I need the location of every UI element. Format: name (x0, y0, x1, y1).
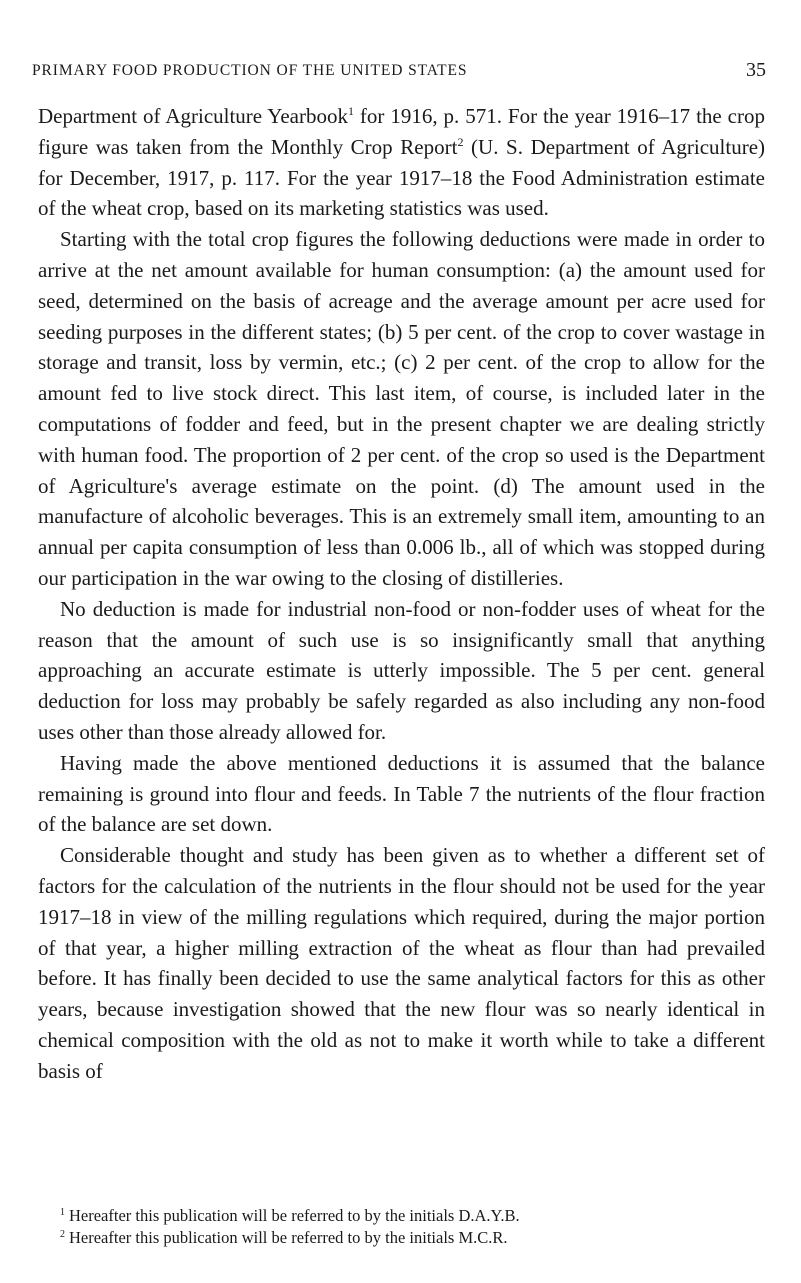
paragraph-1-text-c: (U. S. Department of Agriculture) for December, 1917, p. 117. For the year 1917–18 the Food Administration estimate of the wheat crop, based on its marketing statistics was used. (38, 134, 766, 221)
footnote-mark: 1 (60, 1207, 65, 1218)
page-number: 35 (746, 59, 766, 81)
footnote-ref-1: 1 (347, 104, 354, 118)
paragraph-1-text-b: for 1916, p. 571. For the year 1916–17 the crop figure was taken from the Monthly Crop Report (38, 104, 765, 159)
paragraph-5: Considerable thought and study has been given as to whether a different set of factors for the calculation of the nutrients in the flour should not be used for the year 1917–18 in view of the milling regulations which required, during the major portion of that year, a higher milling extraction of the wheat as flour than had prevailed before. It has finally been decided to use the same analytical factors for this as other years, because investigation showed that the new flour was so nearly identical in chemical composition with the old as not to make it worth while to take a different basis of (38, 843, 765, 1083)
running-title: PRIMARY FOOD PRODUCTION OF THE UNITED STATES (32, 62, 468, 79)
body-text (38, 101, 765, 1087)
footnote-mark: 2 (60, 1229, 65, 1240)
paragraph-3: No deduction is made for industrial non-food or non-fodder uses of wheat for the reason that the amount of such use is so insignificantly small that anything approaching an accurate estimate is utterly impossible. The 5 per cent. general deduction for loss may probably be safely regarded as also including any non-food uses other than those already allowed for. (38, 596, 765, 744)
footnote-1 (38, 1205, 765, 1227)
paragraph-4: Having made the above mentioned deductions it is assumed that the balance remaining is ground into flour and feeds. In Table 7 the nutrients of the flour fraction of the balance are set down. (38, 750, 765, 837)
paragraph-1 (38, 101, 765, 224)
paragraph-2: Starting with the total crop figures the following deductions were made in order to arrive at the net amount available for human consumption: (a) the amount used for seed, determined on the basis of acreage and the average amount per acre used for seeding purposes in the different states; (b) 5 per cent. of the crop to cover wastage in storage and transit, loss by vermin, etc.; (c) 2 per cent. of the crop to allow for the amount fed to live stock direct. This last item, of course, is included later in the computations of fodder and feed, but in the present chapter we are dealing strictly with human food. The proportion of 2 per cent. of the crop so used is the Department of Agriculture's average estimate on the point. (d) The amount used in the manufacture of alcoholic beverages. This is an extremely small item, amounting to an annual per capita consumption of less than 0.006 lb., all of which was stopped during our participation in the war owing to the closing of distilleries. (38, 227, 765, 590)
footnote-text: Hereafter this publication will be referred to by the initials D.A.Y.B. (69, 1206, 520, 1225)
footnote-ref-2: 2 (457, 134, 464, 149)
paragraph-1-text-a: Department of Agriculture Yearbook (38, 104, 348, 128)
running-header (30, 59, 770, 88)
footnote-2 (38, 1227, 765, 1249)
footnotes (38, 1205, 765, 1249)
footnote-text: Hereafter this publication will be referred to by the initials M.C.R. (69, 1228, 508, 1247)
